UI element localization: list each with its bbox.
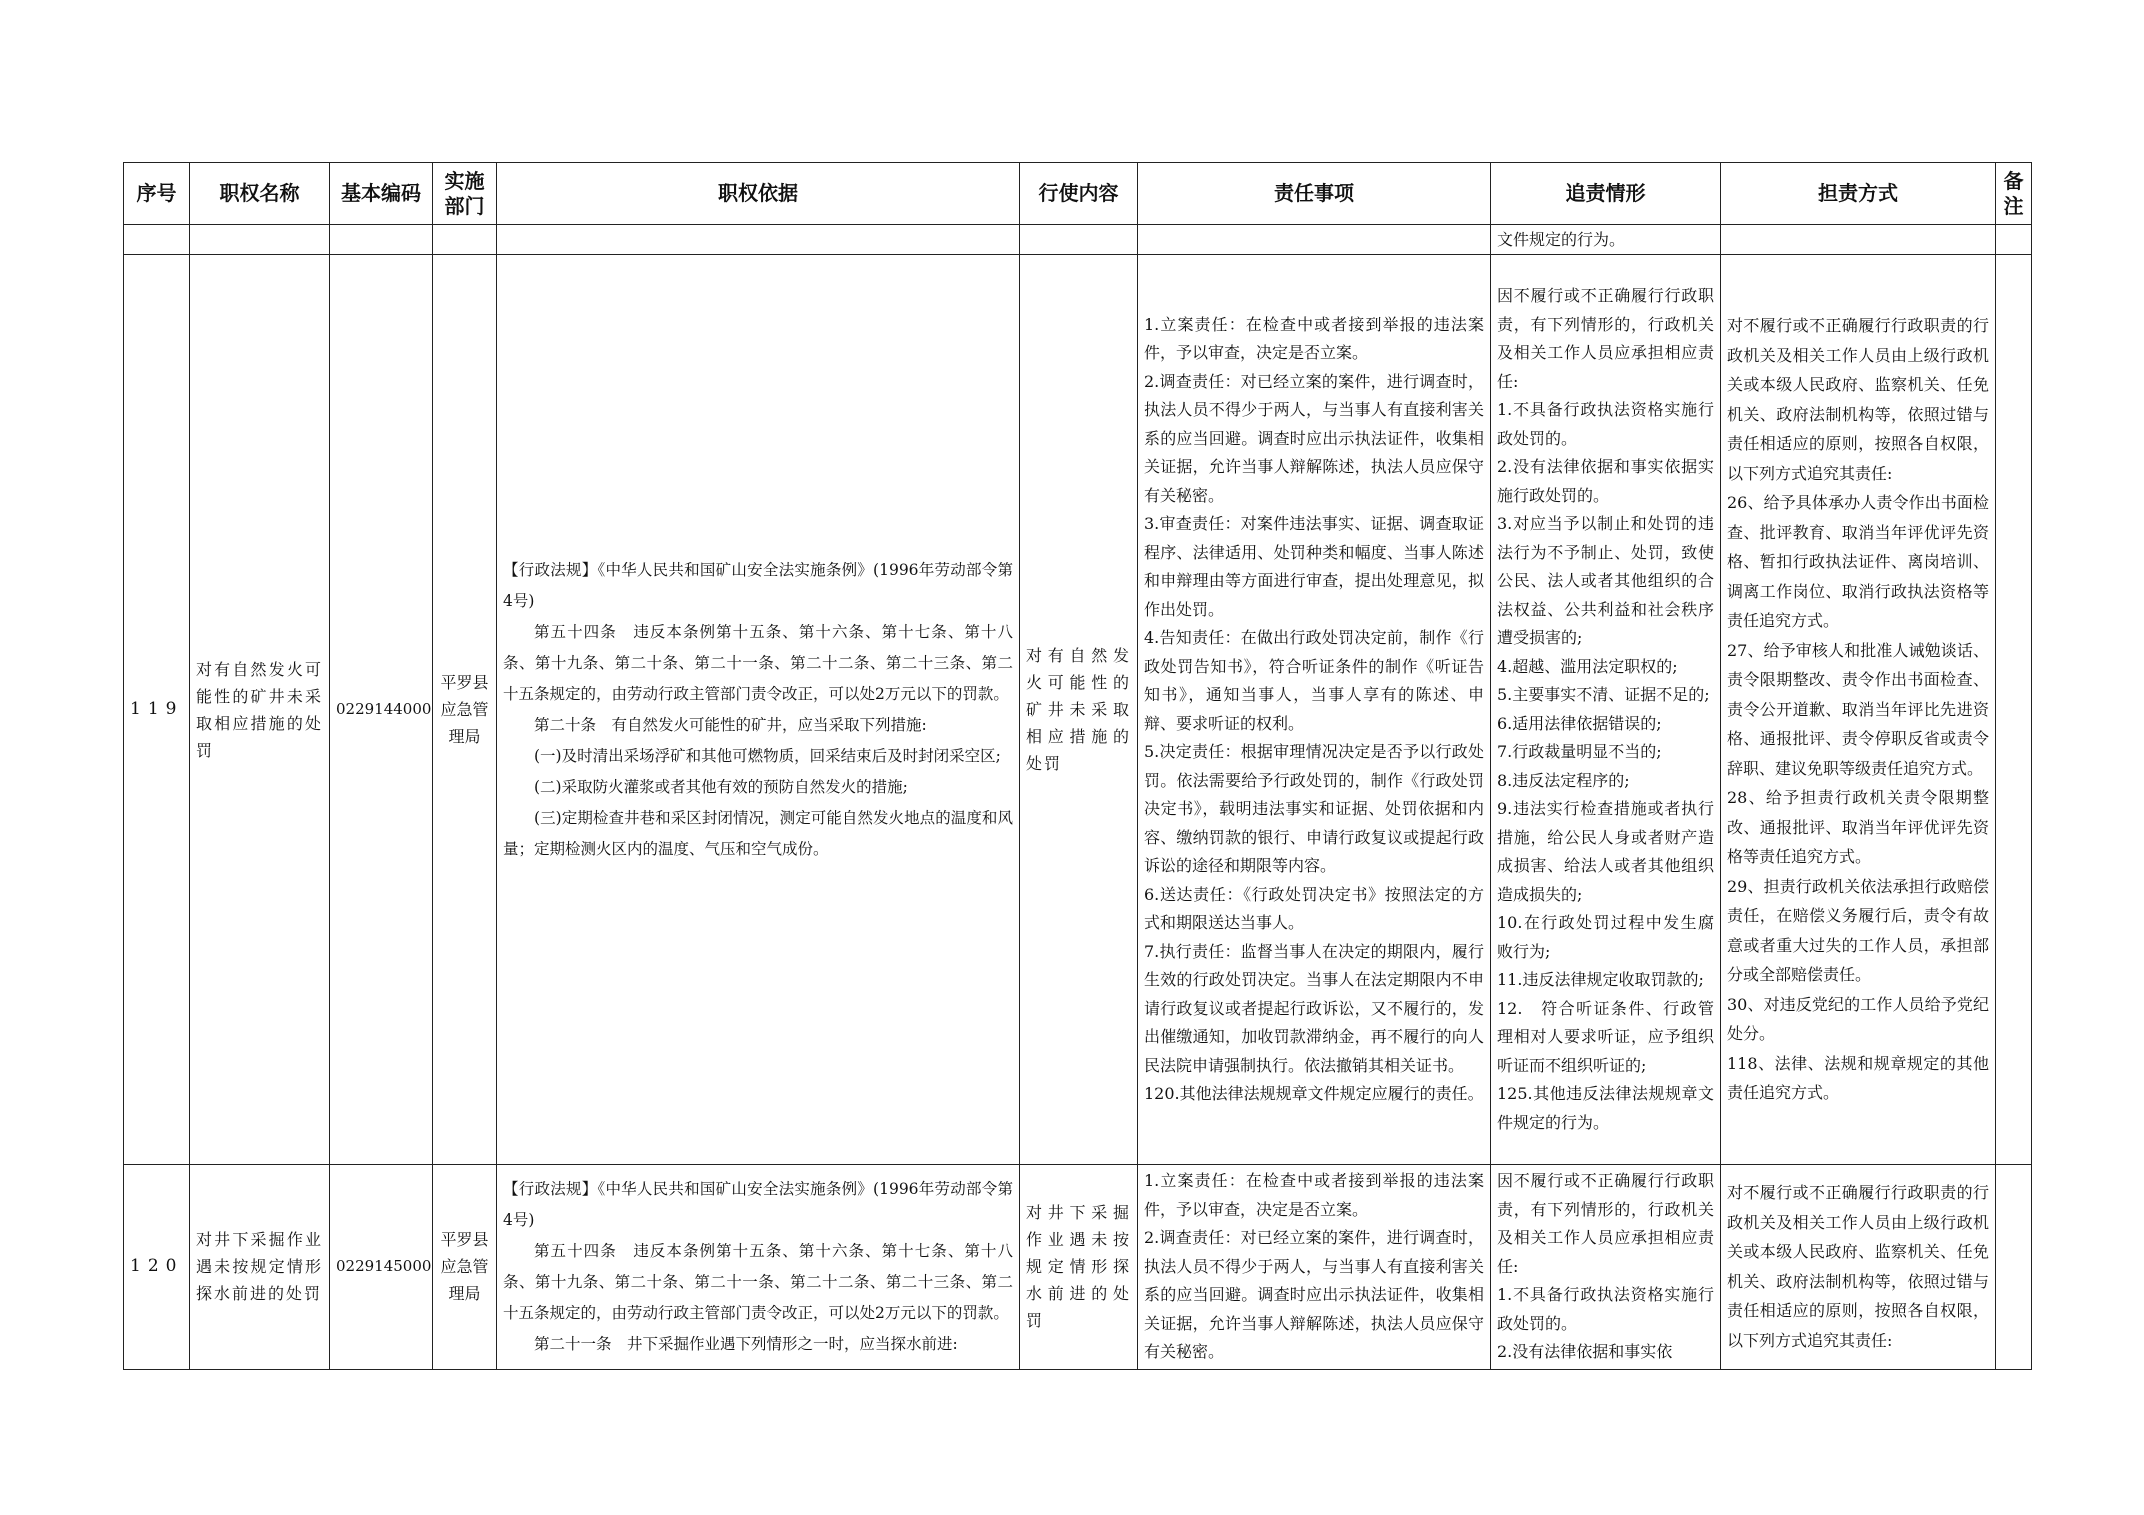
row119-acc-item: 8.违反法定程序的; bbox=[1497, 770, 1630, 790]
header-seq: 序号 bbox=[124, 163, 190, 225]
row119-acc-item: 125.其他违反法律法规规章文件规定的行为。 bbox=[1497, 1084, 1714, 1132]
row119-acc-item: 4.超越、滥用法定职权的; bbox=[1497, 656, 1678, 676]
header-method: 担责方式 bbox=[1721, 163, 1996, 225]
row120-duty-item: 2.调查责任：对已经立案的案件，进行调查时，执法人员不得少于两人，与当事人有直接利害关系的应当回避。调查时应出示执法证件，收集相关证据，允许当事人辩解陈述，执法人员应保守有关秘密。 bbox=[1144, 1228, 1484, 1361]
header-code: 基本编码 bbox=[330, 163, 433, 225]
row119-duty-item: 7.执行责任：监督当事人在决定的期限内，履行生效的行政处罚决定。当事人在法定期限内不申请行政复议或者提起行政诉讼，又不履行的，发出催缴通知，加收罚款滞纳金，再不履行的向人民法院申请强制执行。依法撤销其相关证书。 bbox=[1144, 941, 1484, 1075]
row120-duty-item: 1.立案责任：在检查中或者接到举报的违法案件，予以审查，决定是否立案。 bbox=[1144, 1171, 1484, 1219]
row120-basis-line: 【行政法规】《中华人民共和国矿山安全法实施条例》(1996年劳动部令第4号) bbox=[503, 1179, 1013, 1229]
row119-acc-item: 9.违法实行检查措施或者执行措施，给公民人身或者财产造成损害、给法人或者其他组织造成损失的; bbox=[1497, 799, 1714, 904]
row119-seq: 119 bbox=[124, 255, 190, 1165]
row120-seq: 120 bbox=[124, 1165, 190, 1370]
row119-method-item: 30、对违反党纪的工作人员给予党纪处分。 bbox=[1727, 994, 1989, 1044]
row119-method-item: 27、给予审核人和批准人诫勉谈话、责令限期整改、责令作出书面检查、责令公开道歉、取消当年评比先进资格、通报批评、责令停职反省或责令辞职、建议免职等级责任追究方式。 bbox=[1727, 640, 1989, 778]
row119-exercise: 对有自然发火可能性的矿井未采取相应措施的处罚 bbox=[1020, 255, 1138, 1165]
row119-duty-item: 3.审查责任：对案件违法事实、证据、调查取证程序、法律适用、处罚种类和幅度、当事人陈述和申辩理由等方面进行审查，提出处理意见，拟作出处罚。 bbox=[1144, 514, 1484, 619]
row119-duty-item: 6.送达责任：《行政处罚决定书》按照法定的方式和期限送达当事人。 bbox=[1144, 884, 1484, 932]
row119-method-item: 28、给予担责行政机关责令限期整改、通报批评、取消当年评优评先资格等责任追究方式。 bbox=[1727, 788, 1989, 867]
row119-remark bbox=[1996, 255, 2032, 1165]
row119-method-item: 118、法律、法规和规章规定的其他责任追究方式。 bbox=[1727, 1053, 1989, 1103]
row120-basis-line: 第二十一条 井下采掘作业遇下列情形之一时，应当探水前进: bbox=[534, 1334, 958, 1353]
row119-method bbox=[1721, 255, 1996, 1165]
header-remark: 备注 bbox=[1996, 163, 2032, 225]
row119-basis-line: 第五十四条 违反本条例第十五条、第十六条、第十七条、第十八条、第十九条、第二十条、第二十一条、第二十二条、第二十三条、第二十五条规定的，由劳动行政主管部门责令改正，可以处2万元以下的罚款。 bbox=[503, 622, 1013, 703]
row119-basis-line: (一)及时清出采场浮矿和其他可燃物质，回采结束后及时封闭采空区; bbox=[534, 746, 1001, 765]
row120-method bbox=[1721, 1165, 1996, 1370]
row119-duty bbox=[1138, 255, 1491, 1165]
header-duty: 责任事项 bbox=[1138, 163, 1491, 225]
header-exercise: 行使内容 bbox=[1020, 163, 1138, 225]
row119-accountability bbox=[1491, 255, 1721, 1165]
row119-method-item: 对不履行或不正确履行行政职责的行政机关及相关工作人员由上级行政机关或本级人民政府、监察机关、任免机关、政府法制机构等，依照过错与责任相适应的原则，按照各自权限，以下列方式追究其责任: bbox=[1727, 316, 1989, 483]
row120-acc-item: 1.不具备行政执法资格实施行政处罚的。 bbox=[1497, 1285, 1714, 1333]
header-accountability: 追责情形 bbox=[1491, 163, 1721, 225]
row119-acc-item: 3.对应当予以制止和处罚的违法行为不予制止、处罚，致使公民、法人或者其他组织的合法权益、公共利益和社会秩序遭受损害的; bbox=[1497, 514, 1714, 647]
table-row-120 bbox=[124, 1165, 2032, 1370]
row119-acc-item: 2.没有法律依据和事实依据实施行政处罚的。 bbox=[1497, 457, 1714, 505]
row119-dept: 平罗县应急管理局 bbox=[433, 255, 497, 1165]
row119-duty-item: 2.调查责任：对已经立案的案件，进行调查时，执法人员不得少于两人，与当事人有直接利害关系的应当回避。调查时应出示执法证件，收集相关证据，允许当事人辩解陈述，执法人员应保守有关秘密。 bbox=[1144, 371, 1484, 505]
row119-duty-item: 120.其他法律法规规章文件规定应履行的责任。 bbox=[1144, 1084, 1484, 1103]
row120-basis bbox=[497, 1165, 1020, 1370]
row119-basis-line: 【行政法规】《中华人民共和国矿山安全法实施条例》(1996年劳动部令第4号) bbox=[503, 560, 1013, 610]
row120-duty bbox=[1138, 1165, 1491, 1370]
row119-acc-item: 因不履行或不正确履行行政职责，有下列情形的，行政机关及相关工作人员应承担相应责任: bbox=[1497, 286, 1714, 391]
continuation-accountability: 文件规定的行为。 bbox=[1491, 225, 1721, 255]
row119-basis-line: (二)采取防火灌浆或者其他有效的预防自然发火的措施; bbox=[534, 777, 908, 796]
row119-acc-item: 5.主要事实不清、证据不足的; bbox=[1497, 685, 1710, 704]
row119-acc-item: 10.在行政处罚过程中发生腐败行为; bbox=[1497, 913, 1714, 961]
row120-acc-item: 2.没有法律依据和事实依 bbox=[1497, 1342, 1673, 1361]
continuation-row bbox=[124, 225, 2032, 255]
row119-basis-line: (三)定期检查井巷和采区封闭情况，测定可能自然发火地点的温度和风量；定期检测火区内的温度、气压和空气成份。 bbox=[503, 808, 1013, 858]
row120-code: 0229145000 bbox=[330, 1165, 433, 1370]
table-row-119 bbox=[124, 255, 2032, 1165]
row120-name: 对井下采掘作业遇未按规定情形探水前进的处罚 bbox=[190, 1165, 330, 1370]
row120-remark bbox=[1996, 1165, 2032, 1370]
row119-name: 对有自然发火可能性的矿井未采取相应措施的处罚 bbox=[190, 255, 330, 1165]
row119-acc-item: 12. 符合听证条件、行政管理相对人要求听证，应予组织听证而不组织听证的; bbox=[1497, 998, 1714, 1075]
header-basis: 职权依据 bbox=[497, 163, 1020, 225]
row119-basis-line: 第二十条 有自然发火可能性的矿井，应当采取下列措施: bbox=[534, 715, 927, 734]
header-row bbox=[124, 163, 2032, 225]
row120-dept: 平罗县应急管理局 bbox=[433, 1165, 497, 1370]
row120-accountability bbox=[1491, 1165, 1721, 1370]
row119-basis bbox=[497, 255, 1020, 1165]
header-name: 职权名称 bbox=[190, 163, 330, 225]
row119-method-item: 26、给予具体承办人责令作出书面检查、批评教育、取消当年评优评先资格、暂扣行政执法证件、离岗培训、调离工作岗位、取消行政执法资格等责任追究方式。 bbox=[1727, 493, 1989, 631]
row119-duty-item: 5.决定责任：根据审理情况决定是否予以行政处罚。依法需要给予行政处罚的，制作《行政处罚决定书》，载明违法事实和证据、处罚依据和内容、缴纳罚款的银行、申请行政复议或提起行政诉讼的途径和期限等内容。 bbox=[1144, 742, 1484, 875]
row119-duty-item: 4.告知责任：在做出行政处罚决定前，制作《行政处罚告知书》，符合听证条件的制作《听证告知书》，通知当事人，当事人享有的陈述、申辩、要求听证的权利。 bbox=[1144, 628, 1484, 733]
header-dept: 实施部门 bbox=[433, 163, 497, 225]
row119-method-item: 29、担责行政机关依法承担行政赔偿责任，在赔偿义务履行后，责令有故意或者重大过失的工作人员，承担部分或全部赔偿责任。 bbox=[1727, 876, 1989, 985]
row119-acc-item: 11.违反法律规定收取罚款的; bbox=[1497, 970, 1704, 989]
row119-acc-item: 6.适用法律依据错误的; bbox=[1497, 713, 1662, 733]
row119-duty-item: 1.立案责任：在检查中或者接到举报的违法案件，予以审查，决定是否立案。 bbox=[1144, 314, 1484, 362]
row120-exercise: 对井下采掘作业遇未按规定情形探水前进的处罚 bbox=[1020, 1165, 1138, 1370]
row119-code: 0229144000 bbox=[330, 255, 433, 1165]
row119-acc-item: 7.行政裁量明显不当的; bbox=[1497, 742, 1662, 761]
authority-table bbox=[123, 162, 2032, 1370]
row120-acc-item: 因不履行或不正确履行行政职责，有下列情形的，行政机关及相关工作人员应承担相应责任: bbox=[1497, 1171, 1714, 1276]
row120-basis-line: 第五十四条 违反本条例第十五条、第十六条、第十七条、第十八条、第十九条、第二十条、第二十一条、第二十二条、第二十三条、第二十五条规定的，由劳动行政主管部门责令改正，可以处2万元以下的罚款。 bbox=[503, 1241, 1013, 1322]
row119-acc-item: 1.不具备行政执法资格实施行政处罚的。 bbox=[1497, 400, 1714, 448]
row120-method-item: 对不履行或不正确履行行政职责的行政机关及相关工作人员由上级行政机关或本级人民政府、监察机关、任免机关、政府法制机构等，依照过错与责任相适应的原则，按照各自权限，以下列方式追究其责任: bbox=[1727, 1183, 1989, 1350]
